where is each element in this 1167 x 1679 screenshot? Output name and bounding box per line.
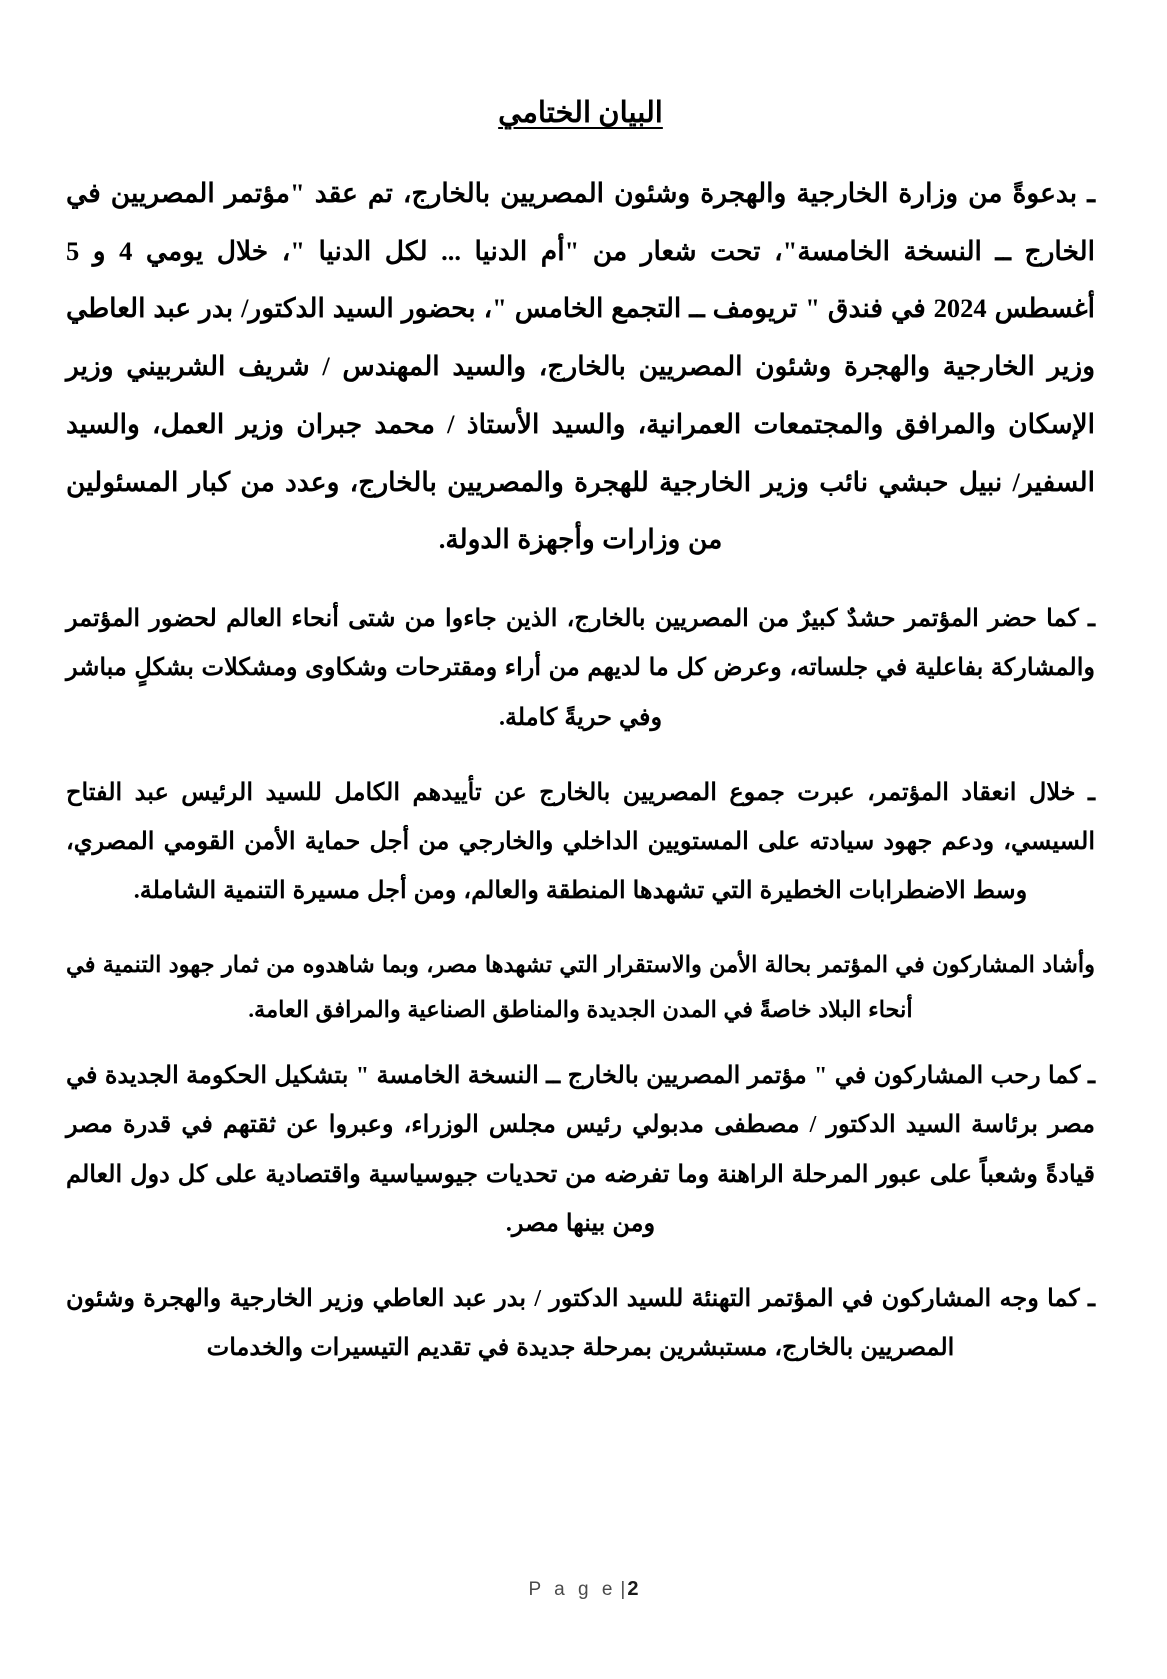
page-title-text: البيان الختامي (498, 97, 663, 129)
paragraph-6: ـ كما وجه المشاركون في المؤتمر التهنئة للسيد الدكتور / بدر عبد العاطي وزير الخارجية والهجرة وشئون المصريين بالخارج، مستبشرين بمرحلة جديدة في تقديم التيسيرات والخدمات (66, 1286, 1095, 1362)
paragraph-4: وأشاد المشاركون في المؤتمر بحالة الأمن والاستقرار التي تشهدها مصر، وبما شاهدوه من ثمار جهود التنمية في أنحاء البلاد خاصةً في المدن الجديدة والمناطق الصناعية والمرافق العامة. (66, 952, 1095, 1023)
footer-page-label: P a g e (528, 1579, 617, 1600)
page-footer (0, 1578, 1167, 1601)
footer-page-number: 2 (627, 1578, 639, 1600)
paragraph-3: ـ خلال انعقاد المؤتمر، عبرت جموع المصريين بالخارج عن تأييدهم الكامل للسيد الرئيس عبد الفتاح السيسي، ودعم جهود سيادته على المستويين الداخلي والخارجي من أجل حماية الأمن القومي المصري، وسط الاضطرابات الخطيرة التي تشهدها المنطقة والعالم، ومن أجل مسيرة التنمية الشاملة. (66, 779, 1095, 905)
paragraph-5: ـ كما رحب المشاركون في " مؤتمر المصريين بالخارج ــ النسخة الخامسة " بتشكيل الحكومة الجديدة في مصر برئاسة السيد الدكتور / مصطفى مدبولي رئيس مجلس الوزراء، وعبروا عن ثقتهم في قدرة مصر قيادةً وشعباً على عبور المرحلة الراهنة وما تفرضه من تحديات جيوسياسية واقتصادية على كل دول العالم ومن بينها مصر. (66, 1063, 1095, 1237)
footer-separator: | (620, 1579, 626, 1600)
document-content (66, 96, 1095, 1399)
page-title (66, 96, 1095, 131)
paragraph-1: ـ بدعوةً من وزارة الخارجية والهجرة وشئون المصريين بالخارج، تم عقد "مؤتمر المصريين في الخارج ــ النسخة الخامسة"، تحت شعار من "أم الدنيا ... لكل الدنيا "، خلال يومي 4 و 5 أغسطس 2024 في فندق " تريومف ــ التجمع الخامس "، بحضور السيد الدكتور/ بدر عبد العاطي وزير الخارجية والهجرة وشئون المصريين بالخارج، والسيد المهندس / شريف الشربيني وزير الإسكان والمرافق والمجتمعات العمرانية، والسيد الأستاذ / محمد جبران وزير العمل، والسيد السفير/ نبيل حبشي نائب وزير الخارجية للهجرة والمصريين بالخارج، وعدد من كبار المسئولين من وزارات وأجهزة الدولة. (66, 177, 1095, 555)
paragraph-2: ـ كما حضر المؤتمر حشدٌ كبيرٌ من المصريين بالخارج، الذين جاءوا من شتى أنحاء العالم لحضور المؤتمر والمشاركة بفاعلية في جلساته، وعرض كل ما لديهم من أراء ومقترحات وشكاوى ومشكلات بشكلٍ مباشر وفي حريةً كاملة. (66, 606, 1095, 731)
